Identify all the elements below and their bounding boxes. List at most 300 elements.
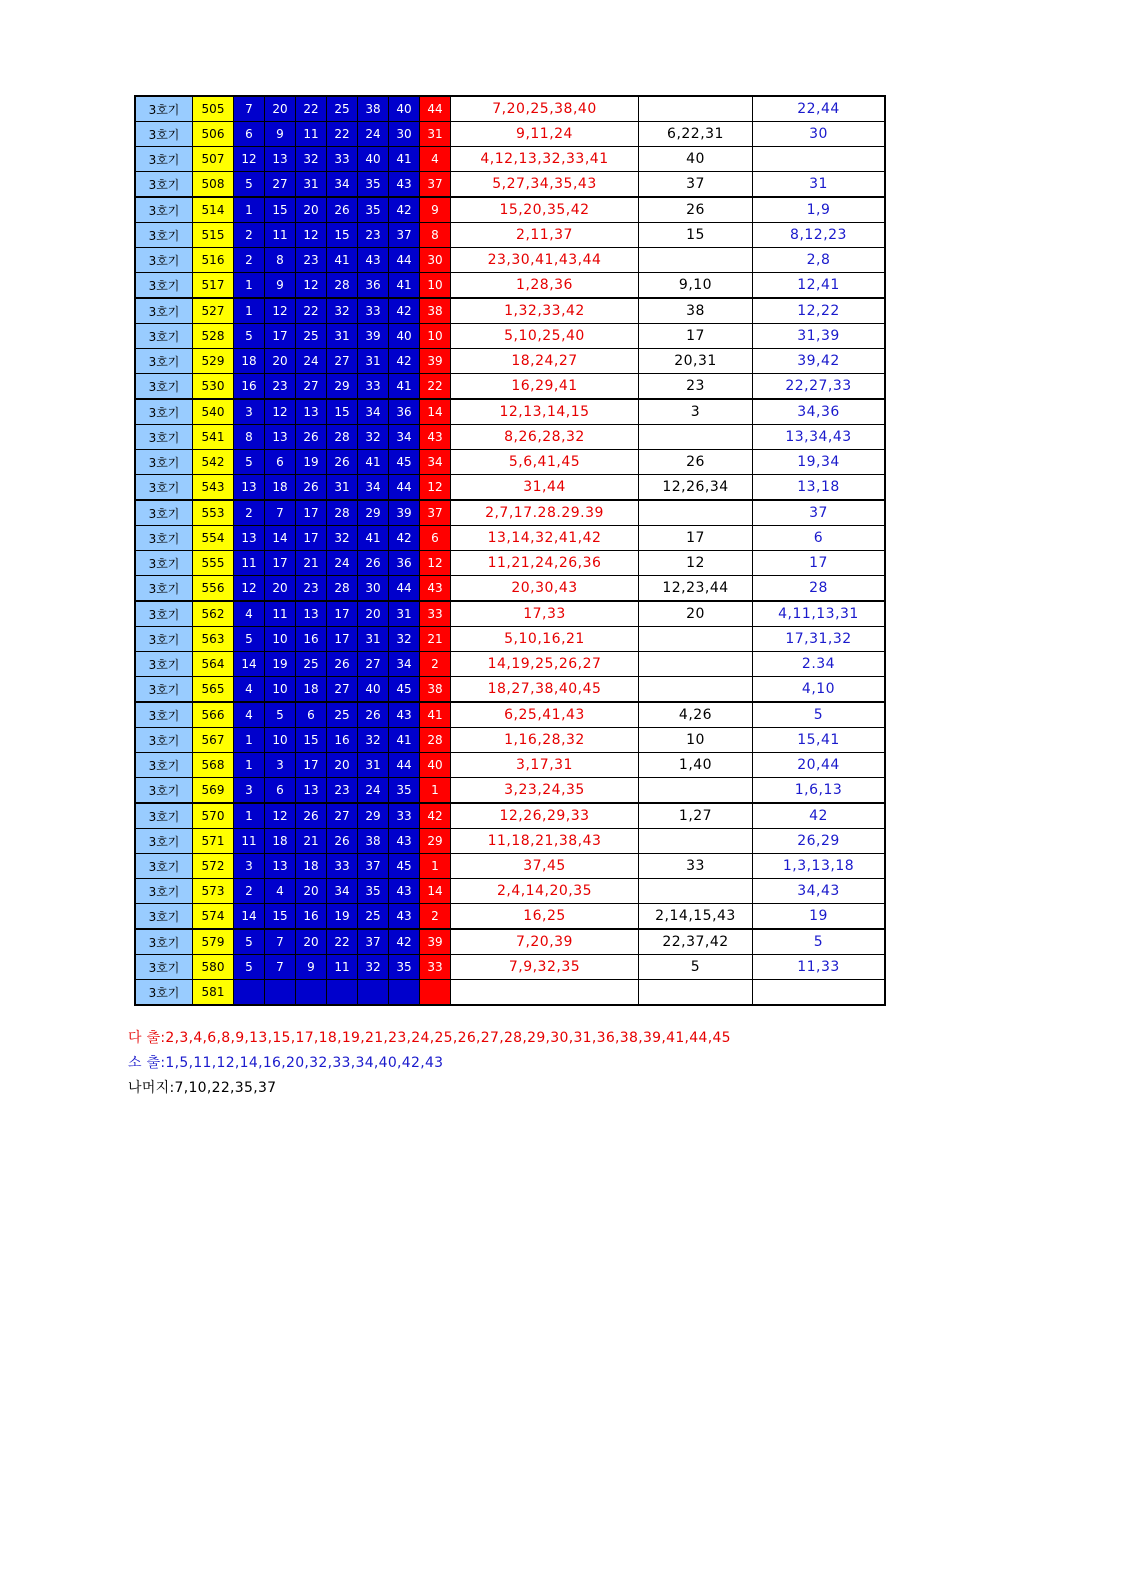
- black-numbers-cell: 15: [639, 223, 753, 248]
- black-numbers-cell: 17: [639, 324, 753, 349]
- bonus-number-cell: 38: [420, 677, 451, 703]
- blue-numbers-cell: 13,18: [753, 475, 886, 501]
- black-numbers-cell: 12: [639, 551, 753, 576]
- round-cell: 581: [193, 980, 234, 1006]
- table-row: [135, 399, 885, 425]
- round-cell: 574: [193, 904, 234, 930]
- table-row: [135, 147, 885, 172]
- machine-cell: 3호기: [135, 929, 193, 955]
- winning-number-cell: 25: [327, 96, 358, 122]
- bonus-number-cell: 2: [420, 904, 451, 930]
- winning-number-cell: 32: [358, 955, 389, 980]
- table-row: [135, 702, 885, 728]
- table-row: [135, 929, 885, 955]
- round-cell: 515: [193, 223, 234, 248]
- machine-cell: 3호기: [135, 955, 193, 980]
- blue-numbers-cell: 1,3,13,18: [753, 854, 886, 879]
- winning-number-cell: 27: [265, 172, 296, 198]
- machine-cell: 3호기: [135, 96, 193, 122]
- winning-number-cell: 4: [234, 601, 265, 627]
- table-row: [135, 753, 885, 778]
- round-cell: 516: [193, 248, 234, 273]
- winning-number-cell: 18: [265, 475, 296, 501]
- round-cell: 517: [193, 273, 234, 299]
- round-cell: 570: [193, 803, 234, 829]
- winning-number-cell: 9: [265, 122, 296, 147]
- blue-numbers-cell: 12,22: [753, 298, 886, 324]
- winning-number-cell: 31: [358, 349, 389, 374]
- winning-number-cell: 33: [327, 854, 358, 879]
- red-numbers-cell: 1,32,33,42: [451, 298, 639, 324]
- red-numbers-cell: 7,9,32,35: [451, 955, 639, 980]
- winning-number-cell: 16: [296, 904, 327, 930]
- blue-numbers-cell: 2,8: [753, 248, 886, 273]
- winning-number-cell: 26: [296, 425, 327, 450]
- winning-number-cell: 43: [389, 702, 420, 728]
- table-row: [135, 677, 885, 703]
- winning-number-cell: 11: [234, 829, 265, 854]
- machine-cell: 3호기: [135, 298, 193, 324]
- winning-number-cell: 43: [389, 829, 420, 854]
- winning-number-cell: 26: [327, 652, 358, 677]
- winning-number-cell: 45: [389, 854, 420, 879]
- table-row: [135, 324, 885, 349]
- machine-cell: 3호기: [135, 172, 193, 198]
- winning-number-cell: 41: [358, 450, 389, 475]
- black-numbers-cell: 37: [639, 172, 753, 198]
- winning-number-cell: 15: [265, 197, 296, 223]
- blue-numbers-cell: 4,11,13,31: [753, 601, 886, 627]
- machine-cell: 3호기: [135, 475, 193, 501]
- winning-number-cell: 26: [358, 702, 389, 728]
- round-cell: 507: [193, 147, 234, 172]
- blue-numbers-cell: 34,36: [753, 399, 886, 425]
- blue-numbers-cell: 31: [753, 172, 886, 198]
- winning-number-cell: 1: [234, 298, 265, 324]
- machine-cell: 3호기: [135, 753, 193, 778]
- bonus-number-cell: 43: [420, 576, 451, 602]
- winning-number-cell: 3: [234, 854, 265, 879]
- black-numbers-cell: 20: [639, 601, 753, 627]
- round-cell: 571: [193, 829, 234, 854]
- round-cell: 579: [193, 929, 234, 955]
- black-numbers-cell: 3: [639, 399, 753, 425]
- winning-number-cell: 17: [265, 551, 296, 576]
- winning-number-cell: 24: [296, 349, 327, 374]
- blue-numbers-cell: 5: [753, 702, 886, 728]
- table-row: [135, 778, 885, 804]
- winning-number-cell: 1: [234, 273, 265, 299]
- winning-number-cell: 17: [265, 324, 296, 349]
- winning-number-cell: 30: [358, 576, 389, 602]
- winning-number-cell: 11: [234, 551, 265, 576]
- winning-number-cell: 31: [327, 475, 358, 501]
- winning-number-cell: 25: [358, 904, 389, 930]
- table-row: [135, 980, 885, 1006]
- winning-number-cell: 17: [296, 753, 327, 778]
- blue-numbers-cell: 4,10: [753, 677, 886, 703]
- red-numbers-cell: 18,27,38,40,45: [451, 677, 639, 703]
- winning-number-cell: 41: [327, 248, 358, 273]
- bonus-number-cell: 1: [420, 778, 451, 804]
- winning-number-cell: 15: [327, 223, 358, 248]
- winning-number-cell: 13: [296, 778, 327, 804]
- blue-numbers-cell: 31,39: [753, 324, 886, 349]
- winning-number-cell: 22: [327, 929, 358, 955]
- black-numbers-cell: 26: [639, 450, 753, 475]
- winning-number-cell: 25: [296, 324, 327, 349]
- table-row: [135, 652, 885, 677]
- machine-cell: 3호기: [135, 324, 193, 349]
- winning-number-cell: 31: [389, 601, 420, 627]
- black-numbers-cell: [639, 778, 753, 804]
- round-cell: 556: [193, 576, 234, 602]
- winning-number-cell: 10: [265, 627, 296, 652]
- round-cell: 580: [193, 955, 234, 980]
- black-numbers-cell: 26: [639, 197, 753, 223]
- winning-number-cell: 6: [234, 122, 265, 147]
- table-row: [135, 576, 885, 602]
- winning-number-cell: 37: [358, 854, 389, 879]
- winning-number-cell: 26: [327, 829, 358, 854]
- winning-number-cell: 13: [234, 526, 265, 551]
- winning-number-cell: 26: [296, 475, 327, 501]
- blue-numbers-cell: 37: [753, 500, 886, 526]
- lottery-table-body: [135, 96, 885, 1005]
- winning-number-cell: 4: [234, 702, 265, 728]
- winning-number-cell: 11: [265, 223, 296, 248]
- table-row: [135, 248, 885, 273]
- winning-number-cell: 41: [389, 728, 420, 753]
- winning-number-cell: 1: [234, 753, 265, 778]
- bonus-number-cell: 38: [420, 298, 451, 324]
- black-numbers-cell: 6,22,31: [639, 122, 753, 147]
- round-cell: 563: [193, 627, 234, 652]
- round-cell: 530: [193, 374, 234, 400]
- bonus-number-cell: 4: [420, 147, 451, 172]
- winning-number-cell: 14: [234, 904, 265, 930]
- winning-number-cell: 13: [296, 601, 327, 627]
- bonus-number-cell: 39: [420, 929, 451, 955]
- winning-number-cell: 42: [389, 526, 420, 551]
- winning-number-cell: 45: [389, 677, 420, 703]
- red-numbers-cell: 12,26,29,33: [451, 803, 639, 829]
- winning-number-cell: 23: [296, 576, 327, 602]
- bonus-number-cell: 31: [420, 122, 451, 147]
- machine-cell: 3호기: [135, 147, 193, 172]
- winning-number-cell: 43: [389, 172, 420, 198]
- black-numbers-cell: [639, 96, 753, 122]
- blue-numbers-cell: 19,34: [753, 450, 886, 475]
- winning-number-cell: 33: [358, 374, 389, 400]
- blue-numbers-cell: 30: [753, 122, 886, 147]
- winning-number-cell: 21: [296, 551, 327, 576]
- winning-number-cell: [296, 980, 327, 1006]
- blue-numbers-cell: 8,12,23: [753, 223, 886, 248]
- bonus-number-cell: 10: [420, 324, 451, 349]
- winning-number-cell: 34: [358, 475, 389, 501]
- bonus-number-cell: 10: [420, 273, 451, 299]
- winning-number-cell: 12: [234, 147, 265, 172]
- winning-number-cell: 37: [389, 223, 420, 248]
- winning-number-cell: 38: [358, 96, 389, 122]
- round-cell: 540: [193, 399, 234, 425]
- red-numbers-cell: 9,11,24: [451, 122, 639, 147]
- table-row: [135, 273, 885, 299]
- winning-number-cell: 27: [296, 374, 327, 400]
- bonus-number-cell: [420, 980, 451, 1006]
- bonus-number-cell: 28: [420, 728, 451, 753]
- blue-numbers-cell: 22,44: [753, 96, 886, 122]
- winning-number-cell: 8: [265, 248, 296, 273]
- table-row: [135, 172, 885, 198]
- table-row: [135, 728, 885, 753]
- table-row: [135, 298, 885, 324]
- red-numbers-cell: 23,30,41,43,44: [451, 248, 639, 273]
- winning-number-cell: 23: [296, 248, 327, 273]
- machine-cell: 3호기: [135, 273, 193, 299]
- winning-number-cell: 6: [265, 778, 296, 804]
- winning-number-cell: [265, 980, 296, 1006]
- winning-number-cell: 36: [358, 273, 389, 299]
- round-cell: 564: [193, 652, 234, 677]
- winning-number-cell: 8: [234, 425, 265, 450]
- black-numbers-cell: [639, 500, 753, 526]
- winning-number-cell: 11: [265, 601, 296, 627]
- winning-number-cell: 35: [389, 955, 420, 980]
- winning-number-cell: 28: [327, 576, 358, 602]
- table-row: [135, 475, 885, 501]
- red-numbers-cell: 31,44: [451, 475, 639, 501]
- winning-number-cell: 32: [327, 298, 358, 324]
- winning-number-cell: 26: [327, 197, 358, 223]
- winning-number-cell: 29: [327, 374, 358, 400]
- black-numbers-cell: 12,23,44: [639, 576, 753, 602]
- bonus-number-cell: 6: [420, 526, 451, 551]
- machine-cell: 3호기: [135, 778, 193, 804]
- table-row: [135, 349, 885, 374]
- bonus-number-cell: 33: [420, 601, 451, 627]
- blue-numbers-cell: 13,34,43: [753, 425, 886, 450]
- round-cell: 553: [193, 500, 234, 526]
- red-numbers-cell: 18,24,27: [451, 349, 639, 374]
- table-row: [135, 904, 885, 930]
- table-row: [135, 803, 885, 829]
- machine-cell: 3호기: [135, 526, 193, 551]
- black-numbers-cell: 38: [639, 298, 753, 324]
- round-cell: 568: [193, 753, 234, 778]
- machine-cell: 3호기: [135, 803, 193, 829]
- winning-number-cell: 32: [327, 526, 358, 551]
- bonus-number-cell: 40: [420, 753, 451, 778]
- red-numbers-cell: 7,20,25,38,40: [451, 96, 639, 122]
- machine-cell: 3호기: [135, 248, 193, 273]
- red-numbers-cell: 6,25,41,43: [451, 702, 639, 728]
- winning-number-cell: 14: [234, 652, 265, 677]
- blue-numbers-cell: 26,29: [753, 829, 886, 854]
- bonus-number-cell: 1: [420, 854, 451, 879]
- winning-number-cell: 20: [358, 601, 389, 627]
- black-numbers-cell: 17: [639, 526, 753, 551]
- winning-number-cell: 12: [296, 223, 327, 248]
- winning-number-cell: 44: [389, 576, 420, 602]
- red-numbers-cell: 1,28,36: [451, 273, 639, 299]
- round-cell: 508: [193, 172, 234, 198]
- winning-number-cell: 5: [234, 172, 265, 198]
- winning-number-cell: [234, 980, 265, 1006]
- bonus-number-cell: 12: [420, 551, 451, 576]
- red-numbers-cell: 2,11,37: [451, 223, 639, 248]
- round-cell: 562: [193, 601, 234, 627]
- bonus-number-cell: 37: [420, 172, 451, 198]
- winning-number-cell: 4: [265, 879, 296, 904]
- winning-number-cell: 40: [389, 324, 420, 349]
- table-row: [135, 955, 885, 980]
- round-cell: 529: [193, 349, 234, 374]
- black-numbers-cell: 12,26,34: [639, 475, 753, 501]
- machine-cell: 3호기: [135, 122, 193, 147]
- remaining-numbers-note: 나머지:7,10,22,35,37: [128, 1080, 277, 1096]
- black-numbers-cell: 22,37,42: [639, 929, 753, 955]
- winning-number-cell: 3: [234, 778, 265, 804]
- machine-cell: 3호기: [135, 879, 193, 904]
- bonus-number-cell: 9: [420, 197, 451, 223]
- round-cell: 505: [193, 96, 234, 122]
- red-numbers-cell: 2,7,17.28.29.39: [451, 500, 639, 526]
- black-numbers-cell: 1,40: [639, 753, 753, 778]
- winning-number-cell: 29: [358, 500, 389, 526]
- winning-number-cell: 26: [358, 551, 389, 576]
- machine-cell: 3호기: [135, 854, 193, 879]
- winning-number-cell: 20: [265, 349, 296, 374]
- winning-number-cell: 26: [327, 450, 358, 475]
- winning-number-cell: [358, 980, 389, 1006]
- winning-number-cell: 7: [265, 929, 296, 955]
- bonus-number-cell: 12: [420, 475, 451, 501]
- black-numbers-cell: 2,14,15,43: [639, 904, 753, 930]
- round-cell: 566: [193, 702, 234, 728]
- table-row: [135, 854, 885, 879]
- black-numbers-cell: 9,10: [639, 273, 753, 299]
- winning-number-cell: 5: [234, 955, 265, 980]
- red-numbers-cell: 3,17,31: [451, 753, 639, 778]
- blue-numbers-cell: 28: [753, 576, 886, 602]
- blue-numbers-cell: 1,9: [753, 197, 886, 223]
- winning-number-cell: 5: [265, 702, 296, 728]
- blue-numbers-cell: [753, 980, 886, 1006]
- machine-cell: 3호기: [135, 652, 193, 677]
- black-numbers-cell: [639, 980, 753, 1006]
- black-numbers-cell: [639, 627, 753, 652]
- winning-number-cell: 44: [389, 475, 420, 501]
- round-cell: 569: [193, 778, 234, 804]
- machine-cell: 3호기: [135, 399, 193, 425]
- blue-numbers-cell: 12,41: [753, 273, 886, 299]
- winning-number-cell: 24: [358, 122, 389, 147]
- winning-number-cell: 3: [234, 399, 265, 425]
- blue-numbers-cell: 11,33: [753, 955, 886, 980]
- winning-number-cell: 34: [358, 399, 389, 425]
- winning-number-cell: 35: [358, 197, 389, 223]
- winning-number-cell: 42: [389, 298, 420, 324]
- machine-cell: 3호기: [135, 677, 193, 703]
- table-row: [135, 879, 885, 904]
- winning-number-cell: 10: [265, 677, 296, 703]
- winning-number-cell: 17: [296, 526, 327, 551]
- winning-number-cell: 27: [327, 349, 358, 374]
- winning-number-cell: 10: [265, 728, 296, 753]
- winning-number-cell: 35: [358, 172, 389, 198]
- winning-number-cell: 44: [389, 248, 420, 273]
- winning-number-cell: 28: [327, 273, 358, 299]
- red-numbers-cell: 20,30,43: [451, 576, 639, 602]
- winning-number-cell: 17: [327, 601, 358, 627]
- black-numbers-cell: 5: [639, 955, 753, 980]
- red-numbers-cell: 13,14,32,41,42: [451, 526, 639, 551]
- table-row: [135, 601, 885, 627]
- round-cell: 514: [193, 197, 234, 223]
- blue-numbers-cell: 39,42: [753, 349, 886, 374]
- blue-numbers-cell: 15,41: [753, 728, 886, 753]
- winning-number-cell: 33: [389, 803, 420, 829]
- winning-number-cell: 17: [327, 627, 358, 652]
- winning-number-cell: 18: [296, 854, 327, 879]
- blue-numbers-cell: 34,43: [753, 879, 886, 904]
- winning-number-cell: 39: [358, 324, 389, 349]
- round-cell: 567: [193, 728, 234, 753]
- blue-numbers-cell: 19: [753, 904, 886, 930]
- winning-number-cell: 27: [327, 677, 358, 703]
- winning-number-cell: 34: [389, 652, 420, 677]
- machine-cell: 3호기: [135, 374, 193, 400]
- red-numbers-cell: 5,27,34,35,43: [451, 172, 639, 198]
- winning-number-cell: 41: [389, 273, 420, 299]
- winning-number-cell: 40: [358, 677, 389, 703]
- frequent-numbers-note: 다 출:2,3,4,6,8,9,13,15,17,18,19,21,23,24,25,26,27,28,29,30,31,36,38,39,41,44,45: [128, 1030, 731, 1046]
- winning-number-cell: 12: [265, 803, 296, 829]
- black-numbers-cell: 20,31: [639, 349, 753, 374]
- winning-number-cell: 40: [389, 96, 420, 122]
- table-row: [135, 551, 885, 576]
- winning-number-cell: 20: [296, 197, 327, 223]
- blue-numbers-cell: 20,44: [753, 753, 886, 778]
- winning-number-cell: 6: [296, 702, 327, 728]
- red-numbers-cell: 17,33: [451, 601, 639, 627]
- winning-number-cell: 2: [234, 879, 265, 904]
- winning-number-cell: 32: [296, 147, 327, 172]
- bonus-number-cell: 44: [420, 96, 451, 122]
- red-numbers-cell: 8,26,28,32: [451, 425, 639, 450]
- red-numbers-cell: 37,45: [451, 854, 639, 879]
- winning-number-cell: 36: [389, 399, 420, 425]
- table-row: [135, 829, 885, 854]
- black-numbers-cell: [639, 425, 753, 450]
- winning-number-cell: 32: [358, 728, 389, 753]
- winning-number-cell: 35: [358, 879, 389, 904]
- winning-number-cell: 16: [296, 627, 327, 652]
- round-cell: 543: [193, 475, 234, 501]
- winning-number-cell: 23: [327, 778, 358, 804]
- black-numbers-cell: [639, 248, 753, 273]
- black-numbers-cell: 10: [639, 728, 753, 753]
- winning-number-cell: 31: [296, 172, 327, 198]
- winning-number-cell: 5: [234, 324, 265, 349]
- blue-numbers-cell: 17: [753, 551, 886, 576]
- winning-number-cell: 5: [234, 450, 265, 475]
- winning-number-cell: 24: [358, 778, 389, 804]
- bonus-number-cell: 21: [420, 627, 451, 652]
- red-numbers-cell: 5,10,16,21: [451, 627, 639, 652]
